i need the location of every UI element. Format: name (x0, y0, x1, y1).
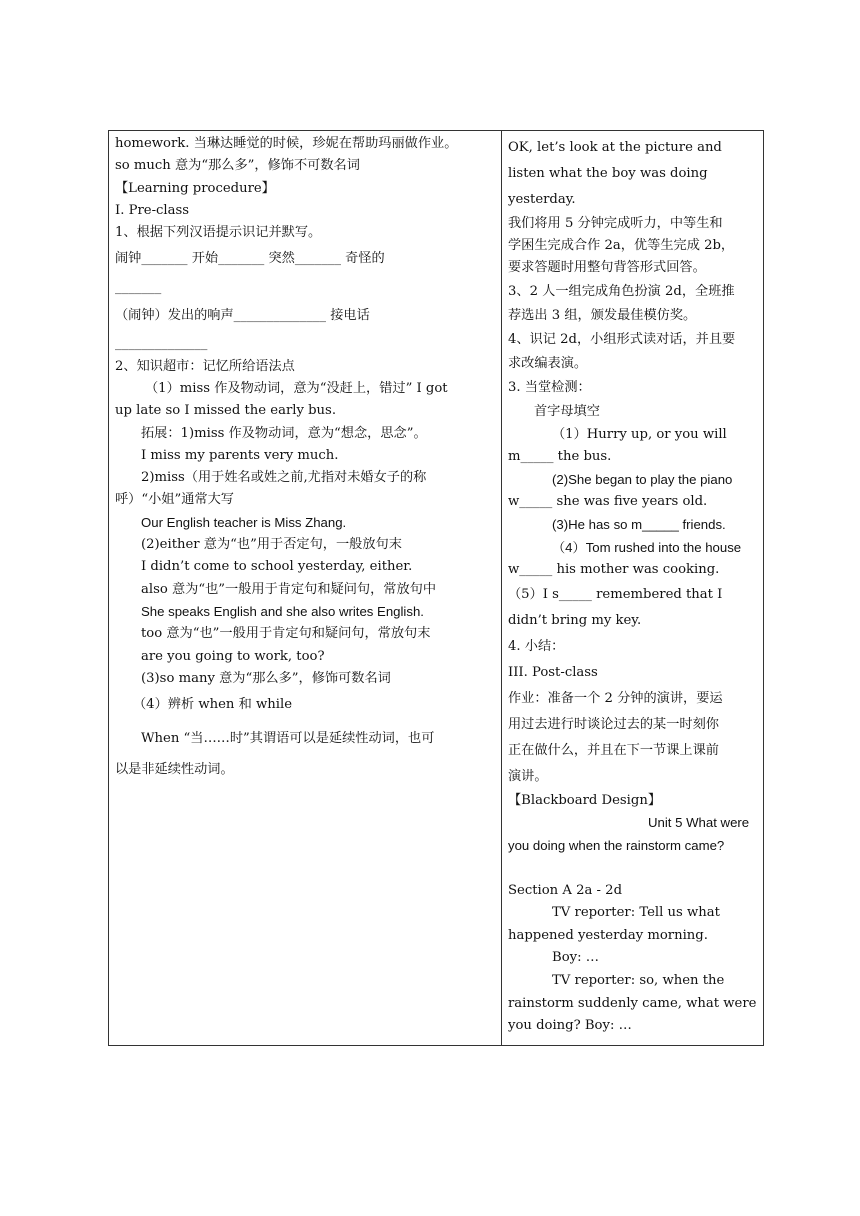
text-line: 正在做什么，并且在下一节课上课前 (508, 742, 719, 758)
text-line: also 意为“也”一般用于肯定句和疑问句，常放句中 (141, 581, 437, 597)
blackboard-title: Unit 5 What were (648, 815, 750, 831)
text-line: listen what the boy was doing (508, 166, 708, 181)
text-line: 我们将用 5 分钟完成听力，中等生和 (508, 216, 723, 231)
dialogue-line: you doing? Boy: … (508, 1018, 632, 1034)
dialogue-line: happened yesterday morning. (508, 927, 708, 943)
text-line: homework. 当琳达睡觉的时候，珍妮在帮助玛丽做作业。 (115, 136, 458, 151)
text-line: （4）辨析 when 和 while (133, 697, 293, 713)
exercise-item: （4）Tom rushed into the house (552, 539, 742, 555)
text-line: 2)miss（用于姓名或姓之前,尤指对未婚女子的称 (141, 470, 427, 486)
fill-blank-line: （闹钟）发出的响声______________ 接电话 (115, 308, 370, 324)
text-line: 要求答题时用整句背答形式回答。 (508, 260, 706, 275)
exercise-item: w_____ she was five years old. (508, 494, 708, 510)
text-line: yesterday. (508, 192, 576, 207)
text-line: 学困生完成合作 2a，优等生完成 2b， (508, 238, 735, 253)
text-line: I miss my parents very much. (141, 447, 339, 463)
fill-blank-line: ______________ (115, 336, 208, 352)
text-line: （1）miss 作及物动词，意为“没赶上，错过” I got (145, 380, 448, 396)
text-line: 首字母填空 (534, 404, 600, 419)
text-line: 用过去进行时谈论过去的某一时刻你 (508, 716, 719, 732)
text-line: Section A 2a - 2d (508, 882, 623, 898)
text-line: are you going to work, too? (141, 648, 325, 664)
left-column (109, 131, 502, 1045)
dialogue-line: rainstorm suddenly came, what were (508, 995, 757, 1011)
text-line: She speaks English and she also writes English. (141, 603, 424, 619)
text-line: so much 意为“那么多”，修饰不可数名词 (115, 158, 360, 174)
text-line: I didn’t come to school yesterday, either. (141, 559, 413, 575)
exercise-item: (2)She began to play the piano (552, 471, 733, 487)
text-line: 3. 当堂检测： (508, 380, 591, 395)
dialogue-line: Boy: … (552, 950, 599, 966)
text-line: 4、识记 2d，小组形式读对话，并且要 (508, 332, 736, 347)
dialogue-line: TV reporter: so, when the (552, 972, 725, 988)
text-line: 拓展：1)miss 作及物动词，意为“想念，思念”。 (141, 425, 427, 441)
text-line: 3、2 人一组完成角色扮演 2d，全班推 (508, 284, 735, 299)
exercise-item: (3)He has so m_____ friends. (552, 516, 726, 532)
text-line: 演讲。 (508, 768, 548, 784)
text-line: 以是非延续性动词。 (115, 761, 234, 777)
text-line: 荐选出 3 组，颁发最佳模仿奖。 (508, 308, 697, 323)
section-heading: 【Blackboard Design】 (508, 792, 662, 808)
exercise-item: （1）Hurry up, or you will (552, 426, 727, 442)
text-line: OK, let’s look at the picture and (508, 140, 722, 155)
text-line: (2)either 意为“也”用于否定句，一般放句末 (141, 537, 402, 553)
blackboard-title: you doing when the rainstorm came? (508, 837, 725, 853)
text-line: 4. 小结： (508, 638, 565, 654)
text-line: Our English teacher is Miss Zhang. (141, 514, 347, 530)
text-line: When “当……时”其谓语可以是延续性动词，也可 (141, 731, 435, 747)
dialogue-line: TV reporter: Tell us what (552, 905, 720, 921)
text-line: 2、知识超市：记忆所给语法点 (115, 358, 295, 374)
text-line: 呼）“小姐”通常大写 (115, 492, 234, 508)
right-column (502, 131, 763, 1045)
text-line: 1、根据下列汉语提示识记并默写。 (115, 225, 322, 241)
exercise-item: didn’t bring my key. (508, 612, 642, 628)
section-heading: I. Pre-class (115, 202, 190, 218)
fill-blank-line: _______ (115, 279, 162, 295)
exercise-item: （5）I s_____ remembered that I (508, 586, 723, 602)
text-line: up late so I missed the early bus. (115, 403, 337, 419)
text-line: 求改编表演。 (508, 356, 588, 371)
text-line: 作业：准备一个 2 分钟的演讲，要运 (508, 690, 723, 706)
text-line: (3)so many 意为“那么多”，修饰可数名词 (141, 670, 391, 686)
exercise-item: w_____ his mother was cooking. (508, 562, 720, 578)
exercise-item: m_____ the bus. (508, 449, 612, 465)
section-heading: 【Learning procedure】 (115, 180, 275, 196)
fill-blank-line: 闹钟_______ 开始_______ 突然_______ 奇怪的 (115, 251, 385, 267)
spacer (508, 858, 759, 880)
section-heading: III. Post-class (508, 664, 598, 680)
lesson-plan-table (108, 130, 764, 1046)
text-line: too 意为“也”一般用于肯定句和疑问句，常放句末 (141, 626, 431, 642)
